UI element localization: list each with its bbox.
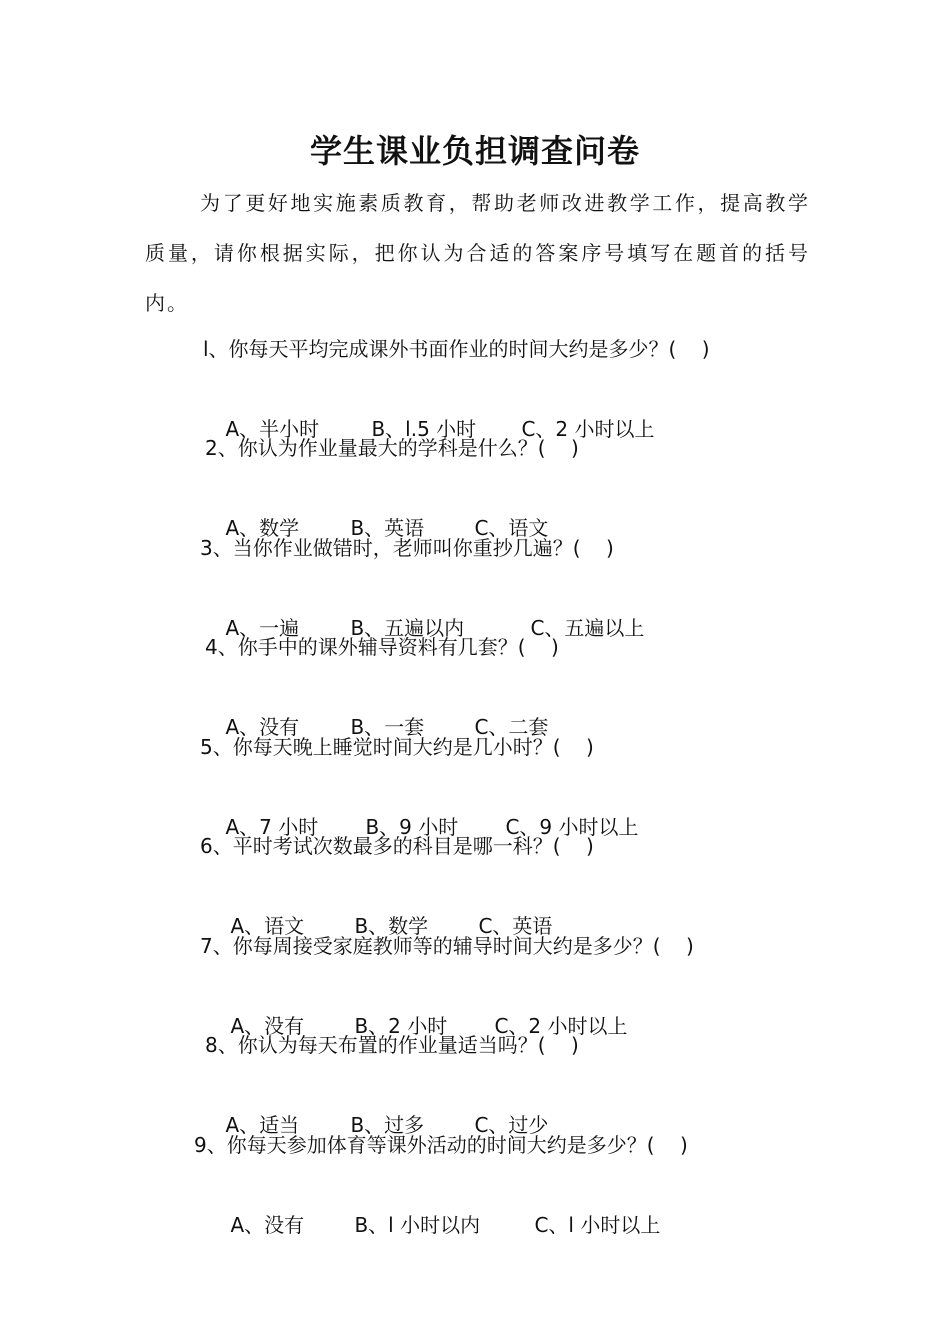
option-8b: B、过多: [350, 1113, 425, 1137]
option-4b: B、一套: [350, 715, 425, 739]
option-7a: A、没有: [230, 1014, 305, 1038]
option-7c: C、2 小时以上: [494, 1014, 628, 1038]
intro-paragraph: 为了更好地实施素质教育，帮助老师改进教学工作，提高教学质量，请你根据实际，把你认为合适的答案序号填写在题首的括号内。: [145, 191, 810, 315]
option-3c: C、五遍以上: [530, 616, 645, 640]
question-1: l、你每天平均完成课外书面作业的时间大约是多少？( ): [203, 337, 710, 361]
option-6b: B、数学: [354, 914, 429, 938]
option-2a: A、数学: [225, 516, 300, 540]
option-4a: A、没有: [225, 715, 300, 739]
question-4: 4、你手中的课外辅导资料有几套？( ): [205, 635, 559, 659]
option-1b: B、l.5 小时: [371, 417, 477, 441]
question-6: 6、平时考试次数最多的科目是哪一科？( ): [200, 834, 594, 858]
option-8a: A、适当: [225, 1113, 300, 1137]
option-9b: B、l 小时以内: [354, 1213, 481, 1237]
option-5a: A、7 小时: [225, 815, 319, 839]
question-2: 2、你认为作业量最大的学科是什么？( ): [205, 436, 579, 460]
option-6a: A、语文: [230, 914, 305, 938]
option-3b: B、五遍以内: [350, 616, 465, 640]
option-5b: B、9 小时: [365, 815, 459, 839]
option-2b: B、英语: [350, 516, 425, 540]
option-8c: C、过少: [474, 1113, 549, 1137]
option-1c: C、2 小时以上: [521, 417, 655, 441]
question-7: 7、你每周接受家庭教师等的辅导时间大约是多少？( ): [200, 934, 694, 958]
question-9: 9、你每天参加体育等课外活动的时间大约是多少？( ): [194, 1133, 688, 1157]
options-9: [205, 1180, 660, 1270]
question-3: 3、当你作业做错时，老师叫你重抄几遍？( ): [200, 536, 614, 560]
option-1a: A、半小时: [225, 417, 320, 441]
option-5c: C、9 小时以上: [505, 815, 639, 839]
option-6c: C、英语: [478, 914, 553, 938]
option-9c: C、l 小时以上: [534, 1213, 661, 1237]
option-2c: C、语文: [474, 516, 549, 540]
page-title: 学生课业负担调查问卷: [309, 132, 640, 170]
question-5: 5、你每天晚上睡觉时间大约是几小时？( ): [200, 735, 594, 759]
option-9a: A、没有: [230, 1213, 305, 1237]
option-4c: C、二套: [474, 715, 549, 739]
option-3a: A、一遍: [225, 616, 300, 640]
option-7b: B、2 小时: [354, 1014, 448, 1038]
question-8: 8、你认为每天布置的作业量适当吗？( ): [205, 1033, 579, 1057]
